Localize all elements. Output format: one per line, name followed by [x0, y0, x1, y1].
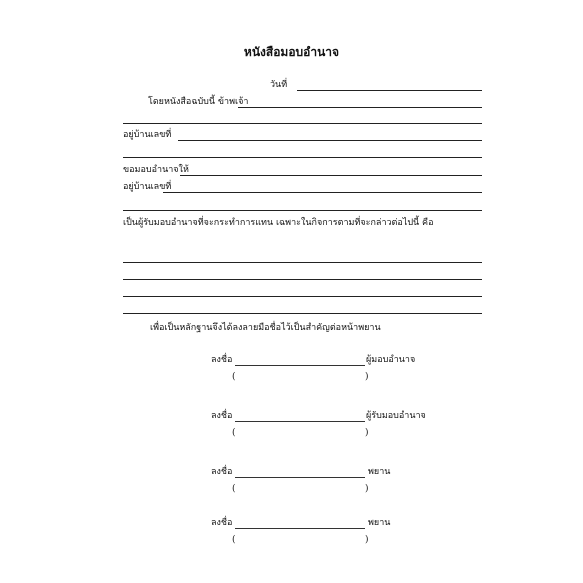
close-paren: ) — [365, 428, 369, 438]
open-paren: ( — [232, 535, 236, 545]
grantee-address-line-2[interactable] — [123, 210, 482, 211]
open-paren: ( — [232, 372, 236, 382]
grantor-extra-line[interactable] — [123, 123, 482, 124]
signer-role: ผู้รับมอบอำนาจ — [366, 411, 426, 421]
open-paren: ( — [232, 428, 236, 438]
sign-label: ลงชื่อ — [211, 411, 233, 421]
grantor-address-label: อยู่บ้านเลขที่ — [123, 130, 172, 140]
signature-line[interactable] — [235, 528, 365, 529]
signature-line[interactable] — [235, 365, 365, 366]
sign-label: ลงชื่อ — [211, 355, 233, 365]
open-paren: ( — [232, 484, 236, 494]
signer-role: พยาน — [368, 467, 391, 477]
grantee-address-label: อยู่บ้านเลขที่ — [123, 182, 172, 192]
grantee-label: ขอมอบอำนาจให้ — [123, 165, 189, 175]
purpose-label: เป็นผู้รับมอบอำนาจที่จะกระทำการแทน เฉพาะในกิจการตามที่จะกล่าวต่อไปนี้ คือ — [123, 218, 434, 228]
signature-line[interactable] — [235, 421, 365, 422]
grantor-address-line[interactable] — [178, 140, 482, 141]
date-field-line[interactable] — [297, 90, 482, 91]
purpose-line-3[interactable] — [123, 296, 482, 297]
close-paren: ) — [365, 372, 369, 382]
purpose-line-2[interactable] — [123, 279, 482, 280]
purpose-line-1[interactable] — [123, 262, 482, 263]
grantor-name-line[interactable] — [238, 107, 482, 108]
grantee-address-line[interactable] — [163, 192, 482, 193]
purpose-line-4[interactable] — [123, 313, 482, 314]
date-label: วันที่ — [270, 80, 288, 90]
signature-line[interactable] — [235, 477, 365, 478]
grantor-label: โดยหนังสือฉบับนี้ ข้าพเจ้า — [148, 97, 249, 107]
grantor-address-line-2[interactable] — [123, 157, 482, 158]
sign-label: ลงชื่อ — [211, 518, 233, 528]
grantee-name-line[interactable] — [180, 175, 482, 176]
sign-label: ลงชื่อ — [211, 467, 233, 477]
close-paren: ) — [365, 484, 369, 494]
evidence-statement: เพื่อเป็นหลักฐานจึงได้ลงลายมือชื่อไว้เป็นสำคัญต่อหน้าพยาน — [150, 323, 381, 333]
close-paren: ) — [365, 535, 369, 545]
signer-role: ผู้มอบอำนาจ — [366, 355, 416, 365]
signer-role: พยาน — [368, 518, 391, 528]
document-title: หนังสือมอบอำนาจ — [243, 45, 340, 59]
